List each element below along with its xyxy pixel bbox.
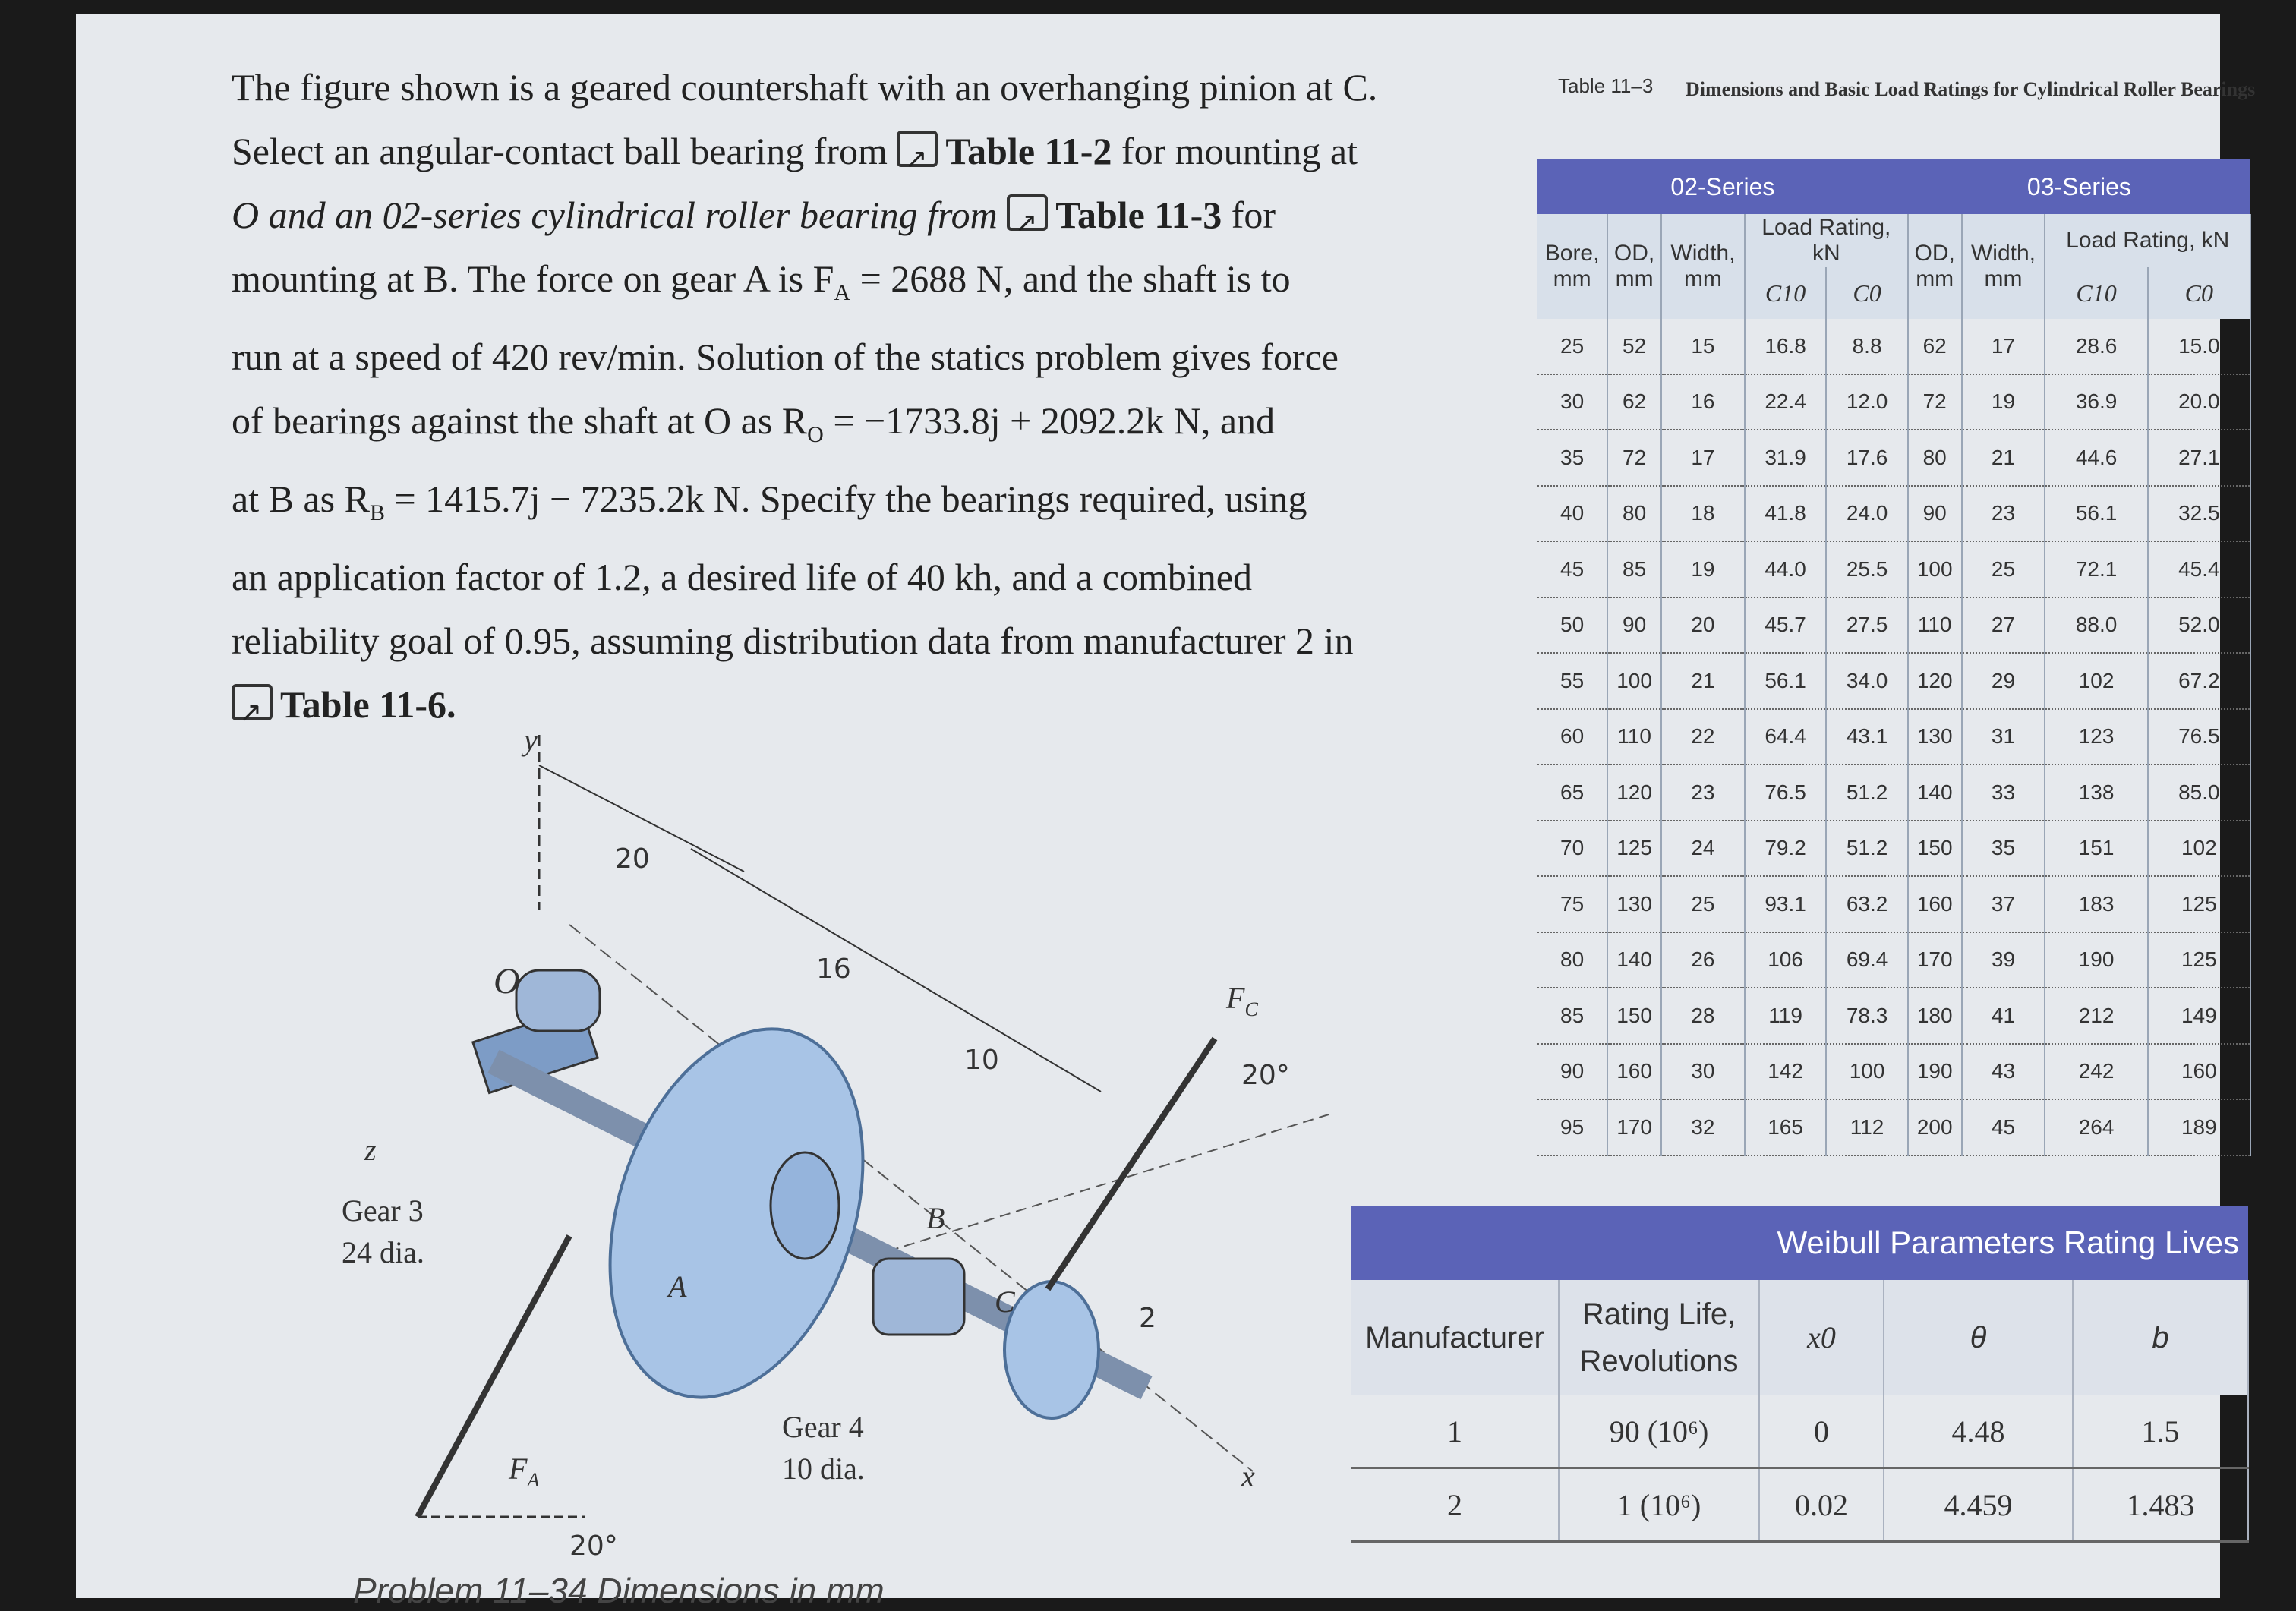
- table-cell: 125: [2148, 876, 2250, 932]
- table-cell: 43.1: [1826, 709, 1907, 765]
- table-cell: 28: [1661, 988, 1745, 1044]
- table-cell: 80: [1538, 932, 1607, 988]
- line-2c: for mounting at: [1121, 130, 1358, 172]
- col-c0: C0: [1826, 267, 1907, 319]
- table-cell: 27: [1962, 597, 2045, 654]
- table-cell: 25: [1661, 876, 1745, 932]
- col-od-03: OD, mm: [1908, 214, 1962, 319]
- table-cell: 62: [1908, 319, 1962, 374]
- figure-caption: Problem 11–34 Dimensions in mm: [353, 1571, 885, 1610]
- table-11-3-body: [1538, 319, 2250, 1155]
- table-cell: 72: [1908, 374, 1962, 430]
- table-cell: 76.5: [1745, 765, 1826, 821]
- col-load-rating: Load Rating, kN: [1745, 214, 1908, 267]
- table-cell: 36.9: [2045, 374, 2147, 430]
- table-cell: 189: [2148, 1099, 2250, 1155]
- gear-3-dia: 24 dia.: [342, 1235, 424, 1269]
- table-row: [1538, 821, 2250, 877]
- col-od: OD, mm: [1607, 214, 1661, 319]
- label-fc: $F_C$: [1226, 981, 1258, 1020]
- table-cell: 15: [1661, 319, 1745, 374]
- table-cell: 170: [1607, 1099, 1661, 1155]
- table-cell: 52: [1607, 319, 1661, 374]
- table-cell: 85: [1538, 988, 1607, 1044]
- table-cell: 20.0: [2148, 374, 2250, 430]
- table-cell: 69.4: [1826, 932, 1907, 988]
- table-11-3: [1538, 159, 2251, 1156]
- external-link-icon[interactable]: [1007, 194, 1048, 231]
- col-width-03: Width, mm: [1962, 214, 2045, 319]
- table-cell: 51.2: [1826, 765, 1907, 821]
- gear-3-label: Gear 3: [342, 1193, 424, 1228]
- table-cell: 165: [1745, 1099, 1826, 1155]
- table-cell: 130: [1908, 709, 1962, 765]
- table-row: [1538, 765, 2250, 821]
- table-cell: 62: [1607, 374, 1661, 430]
- table-row: [1538, 932, 2250, 988]
- table-cell: 30: [1538, 374, 1607, 430]
- table-cell: 72.1: [2045, 541, 2147, 597]
- table-cell: 160: [1607, 1044, 1661, 1100]
- table-cell: 39: [1962, 932, 2045, 988]
- table-row: [1351, 1395, 2248, 1468]
- table-cell: 12.0: [1826, 374, 1907, 430]
- table-cell: 190: [2045, 932, 2147, 988]
- table-cell: 190: [1908, 1044, 1962, 1100]
- table-cell: 90: [1538, 1044, 1607, 1100]
- dim-10: 10: [964, 1045, 999, 1076]
- table-cell: 17.6: [1826, 430, 1907, 486]
- table-cell: 44.0: [1745, 541, 1826, 597]
- table-cell: 0.02: [1759, 1468, 1884, 1542]
- line-6: of bearings against the shaft at O as R: [232, 399, 808, 442]
- table-cell: 27.1: [2148, 430, 2250, 486]
- table-cell: 79.2: [1745, 821, 1826, 877]
- col-c10-03: C10: [2045, 267, 2147, 319]
- table-row: [1538, 876, 2250, 932]
- table-cell: 1.5: [2073, 1395, 2248, 1468]
- table-cell: 32: [1661, 1099, 1745, 1155]
- table-cell: 30: [1661, 1044, 1745, 1100]
- line-7-end: = 1415.7j − 7235.2k N. Specify the bearings required, using: [384, 478, 1307, 520]
- col-c10: C10: [1745, 267, 1826, 319]
- table-cell: 45.4: [2148, 541, 2250, 597]
- table-cell: 88.0: [2045, 597, 2147, 654]
- table-cell: 33: [1962, 765, 2045, 821]
- table-cell: 45: [1962, 1099, 2045, 1155]
- table-cell: 40: [1538, 486, 1607, 542]
- table-row: [1538, 988, 2250, 1044]
- table-cell: 125: [2148, 932, 2250, 988]
- table-cell: 24: [1661, 821, 1745, 877]
- table-cell: 51.2: [1826, 821, 1907, 877]
- table-cell: 45: [1538, 541, 1607, 597]
- table-cell: 25.5: [1826, 541, 1907, 597]
- table-11-3-link[interactable]: Table 11-3: [1055, 194, 1222, 236]
- label-fa: $F_A$: [509, 1452, 540, 1491]
- table-11-2-link[interactable]: Table 11-2: [945, 130, 1112, 172]
- table-cell: 72: [1607, 430, 1661, 486]
- table-row: [1538, 486, 2250, 542]
- series-03-header: 03-Series: [1908, 159, 2250, 214]
- force-reference-line: [888, 1114, 1329, 1251]
- gear-3-hub: [771, 1152, 839, 1259]
- table-cell: 100: [1908, 541, 1962, 597]
- table-cell: 90: [1607, 597, 1661, 654]
- line-2a: Select an angular-contact ball bearing from: [232, 130, 888, 172]
- table-cell: 1 (10⁶): [1559, 1468, 1759, 1542]
- table-cell: 23: [1962, 486, 2045, 542]
- table-cell: 90 (10⁶): [1559, 1395, 1759, 1468]
- table-cell: 37: [1962, 876, 2045, 932]
- table-cell: 120: [1908, 653, 1962, 709]
- label-2: 2: [1139, 1303, 1156, 1334]
- table-cell: 35: [1538, 430, 1607, 486]
- table-cell: 142: [1745, 1044, 1826, 1100]
- line-1: The figure shown is a geared countershaft with an overhanging pinion at C.: [232, 66, 1378, 109]
- table-cell: 110: [1607, 709, 1661, 765]
- table-cell: 20: [1661, 597, 1745, 654]
- table-cell: 22: [1661, 709, 1745, 765]
- table-cell: 140: [1908, 765, 1962, 821]
- angle-fc: 20°: [1241, 1060, 1290, 1091]
- table-cell: 100: [1826, 1044, 1907, 1100]
- label-o: O: [494, 961, 520, 1001]
- table-cell: 170: [1908, 932, 1962, 988]
- table-cell: 34.0: [1826, 653, 1907, 709]
- table-cell: 56.1: [2045, 486, 2147, 542]
- table-cell: 110: [1908, 597, 1962, 654]
- table-cell: 2: [1351, 1468, 1559, 1542]
- label-a: A: [668, 1269, 687, 1304]
- table-cell: 21: [1661, 653, 1745, 709]
- table-row: [1351, 1468, 2248, 1542]
- external-link-icon[interactable]: [897, 131, 938, 167]
- table-cell: 120: [1607, 765, 1661, 821]
- table-cell: 140: [1607, 932, 1661, 988]
- table-cell: 93.1: [1745, 876, 1826, 932]
- col-load-rating-03: Load Rating, kN: [2045, 214, 2250, 267]
- table-cell: 138: [2045, 765, 2147, 821]
- table-11-6-link[interactable]: Table 11-6.: [280, 683, 456, 726]
- table-row: [1538, 709, 2250, 765]
- table-cell: 25: [1538, 319, 1607, 374]
- table-cell: 102: [2045, 653, 2147, 709]
- force-fc-arrow: [1048, 1039, 1215, 1289]
- label-x: x: [1241, 1459, 1255, 1493]
- table-cell: 80: [1607, 486, 1661, 542]
- table-cell: 95: [1538, 1099, 1607, 1155]
- table-cell: 85.0: [2148, 765, 2250, 821]
- dim-16: 16: [816, 954, 851, 985]
- series-02-header: 02-Series: [1538, 159, 1908, 214]
- table-cell: 76.5: [2148, 709, 2250, 765]
- weibull-title: Weibull Parameters Rating Lives: [1351, 1206, 2248, 1280]
- table-cell: 112: [1826, 1099, 1907, 1155]
- line-4: mounting at B. The force on gear A is F: [232, 257, 834, 300]
- table-cell: 149: [2148, 988, 2250, 1044]
- table-cell: 67.2: [2148, 653, 2250, 709]
- table-cell: 183: [2045, 876, 2147, 932]
- table-cell: 119: [1745, 988, 1826, 1044]
- table-cell: 15.0: [2148, 319, 2250, 374]
- table-cell: 21: [1962, 430, 2045, 486]
- label-b: B: [926, 1201, 945, 1235]
- problem-statement: [232, 55, 1477, 736]
- table-cell: 150: [1908, 821, 1962, 877]
- table-cell: 19: [1661, 541, 1745, 597]
- table-cell: 28.6: [2045, 319, 2147, 374]
- table-row: [1538, 319, 2250, 374]
- table-cell: 160: [2148, 1044, 2250, 1100]
- table-cell: 80: [1908, 430, 1962, 486]
- label-c: C: [995, 1285, 1015, 1319]
- external-link-icon[interactable]: [232, 684, 273, 720]
- table-cell: 200: [1908, 1099, 1962, 1155]
- line-4-sub: A: [834, 280, 851, 305]
- table-cell: 100: [1607, 653, 1661, 709]
- table-cell: 55: [1538, 653, 1607, 709]
- table-cell: 125: [1607, 821, 1661, 877]
- table-cell: 1.483: [2073, 1468, 2248, 1542]
- col-rating-life: Rating Life, Revolutions: [1559, 1280, 1759, 1395]
- table-cell: 90: [1908, 486, 1962, 542]
- table-row: [1538, 1044, 2250, 1100]
- table-cell: 18: [1661, 486, 1745, 542]
- table-cell: 19: [1962, 374, 2045, 430]
- projector-screen: [76, 14, 2256, 1610]
- line-7-sub: B: [369, 500, 385, 525]
- table-cell: 85: [1607, 541, 1661, 597]
- col-width: Width, mm: [1661, 214, 1745, 319]
- table-cell: 16: [1661, 374, 1745, 430]
- table-row: [1538, 597, 2250, 654]
- table-11-3-caption: Table 11–3: [1558, 74, 1654, 97]
- table-cell: 64.4: [1745, 709, 1826, 765]
- table-cell: 264: [2045, 1099, 2147, 1155]
- table-cell: 16.8: [1745, 319, 1826, 374]
- col-x0: x0: [1759, 1280, 1884, 1395]
- weibull-table: [1351, 1206, 2249, 1543]
- line-3c: for: [1231, 194, 1276, 236]
- table-cell: 17: [1661, 430, 1745, 486]
- table-cell: 56.1: [1745, 653, 1826, 709]
- line-9: reliability goal of 0.95, assuming distribution data from manufacturer 2 in: [232, 619, 1354, 662]
- table-cell: 65: [1538, 765, 1607, 821]
- table-cell: 242: [2045, 1044, 2147, 1100]
- table-cell: 29: [1962, 653, 2045, 709]
- table-cell: 41: [1962, 988, 2045, 1044]
- col-c0-03: C0: [2148, 267, 2250, 319]
- weibull-table-body: [1351, 1395, 2248, 1542]
- table-cell: 70: [1538, 821, 1607, 877]
- line-6-sub: O: [807, 422, 824, 447]
- table-cell: 44.6: [2045, 430, 2147, 486]
- gear-4: [1004, 1282, 1099, 1418]
- gear-4-dia: 10 dia.: [782, 1452, 865, 1486]
- table-cell: 75: [1538, 876, 1607, 932]
- line-7: at B as R: [232, 478, 370, 520]
- table-cell: 4.48: [1884, 1395, 2073, 1468]
- table-cell: 32.5: [2148, 486, 2250, 542]
- table-cell: 23: [1661, 765, 1745, 821]
- table-cell: 52.0: [2148, 597, 2250, 654]
- table-row: [1538, 1099, 2250, 1155]
- table-row: [1538, 430, 2250, 486]
- table-cell: 63.2: [1826, 876, 1907, 932]
- gear-4-label: Gear 4: [782, 1410, 864, 1444]
- table-cell: 130: [1607, 876, 1661, 932]
- table-cell: 8.8: [1826, 319, 1907, 374]
- label-y: y: [524, 723, 538, 757]
- col-b: b: [2073, 1280, 2248, 1395]
- col-bore: Bore, mm: [1538, 214, 1607, 319]
- line-5: run at a speed of 420 rev/min. Solution of the statics problem gives force: [232, 336, 1339, 378]
- table-cell: 212: [2045, 988, 2147, 1044]
- table-cell: 35: [1962, 821, 2045, 877]
- gear-3: [566, 996, 907, 1430]
- countershaft-figure: [342, 720, 1367, 1608]
- table-cell: 31: [1962, 709, 2045, 765]
- table-cell: 43: [1962, 1044, 2045, 1100]
- table-cell: 17: [1962, 319, 2045, 374]
- table-cell: 31.9: [1745, 430, 1826, 486]
- dim-20: 20: [615, 843, 650, 875]
- table-cell: 150: [1607, 988, 1661, 1044]
- angle-fa: 20°: [569, 1531, 618, 1562]
- table-cell: 25: [1962, 541, 2045, 597]
- force-fa-arrow: [418, 1236, 569, 1517]
- table-cell: 160: [1908, 876, 1962, 932]
- line-4-end: = 2688 N, and the shaft is to: [850, 257, 1291, 300]
- table-cell: 60: [1538, 709, 1607, 765]
- table-cell: 27.5: [1826, 597, 1907, 654]
- table-cell: 180: [1908, 988, 1962, 1044]
- bearing-o-housing: [516, 970, 600, 1031]
- line-6-end: = −1733.8j + 2092.2k N, and: [823, 399, 1276, 442]
- table-cell: 24.0: [1826, 486, 1907, 542]
- table-cell: 102: [2148, 821, 2250, 877]
- col-manufacturer: Manufacturer: [1351, 1280, 1559, 1395]
- table-cell: 50: [1538, 597, 1607, 654]
- label-z: z: [364, 1133, 377, 1167]
- table-cell: 26: [1661, 932, 1745, 988]
- table-cell: 4.459: [1884, 1468, 2073, 1542]
- table-row: [1538, 653, 2250, 709]
- table-cell: 78.3: [1826, 988, 1907, 1044]
- table-cell: 123: [2045, 709, 2147, 765]
- table-row: [1538, 374, 2250, 430]
- table-cell: 1: [1351, 1395, 1559, 1468]
- table-row: [1538, 541, 2250, 597]
- table-cell: 151: [2045, 821, 2147, 877]
- table-11-3-title: Dimensions and Basic Load Ratings for Cylindrical Roller Bearings: [1686, 78, 2256, 100]
- table-cell: 22.4: [1745, 374, 1826, 430]
- table-cell: 0: [1759, 1395, 1884, 1468]
- line-3a: O and an 02-series cylindrical roller bearing from: [232, 194, 998, 236]
- col-theta: θ: [1884, 1280, 2073, 1395]
- table-cell: 41.8: [1745, 486, 1826, 542]
- bearing-b: [873, 1259, 964, 1335]
- table-cell: 45.7: [1745, 597, 1826, 654]
- table-cell: 106: [1745, 932, 1826, 988]
- line-8: an application factor of 1.2, a desired life of 40 kh, and a combined: [232, 556, 1252, 598]
